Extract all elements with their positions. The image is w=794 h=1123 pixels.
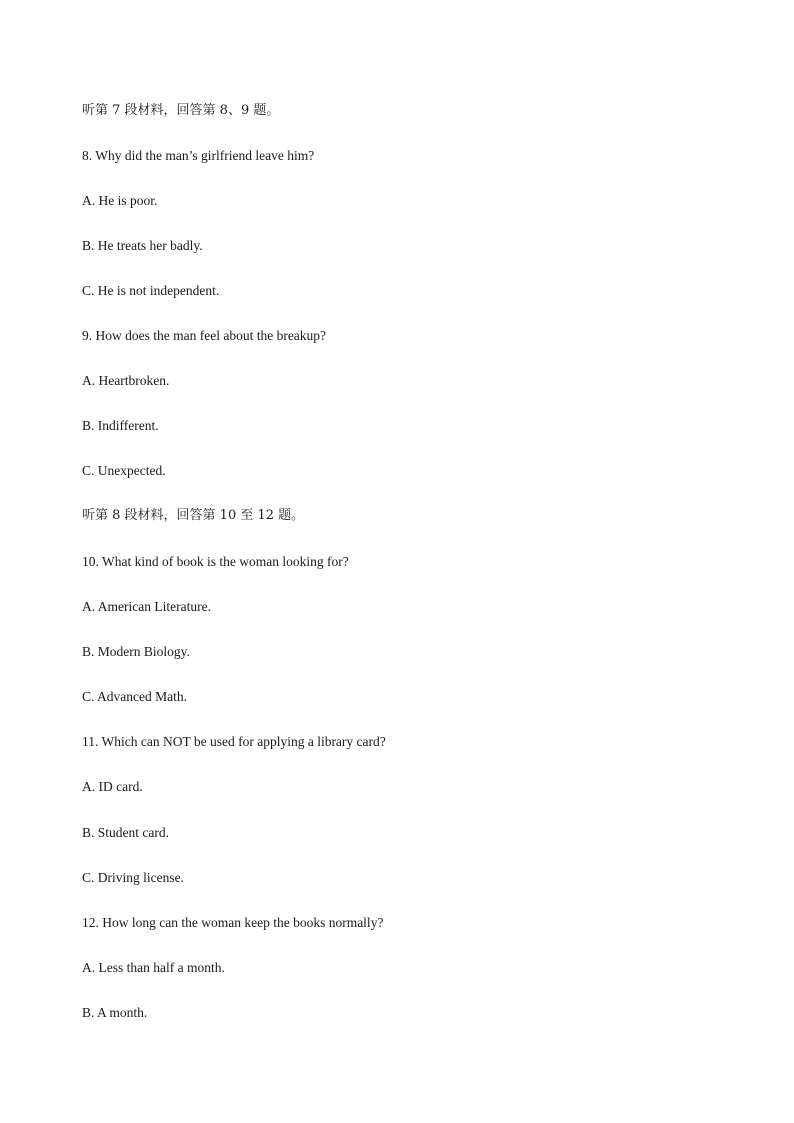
question-9: 9. How does the man feel about the breakup?	[82, 328, 327, 343]
question-12: 12. How long can the woman keep the books normally?	[82, 915, 384, 930]
q9-option-c: C. Unexpected.	[82, 463, 166, 478]
q12-option-b: B. A month.	[82, 1005, 148, 1020]
q11-option-c: C. Driving license.	[82, 870, 184, 885]
q10-option-a: A. American Literature.	[82, 599, 211, 614]
q8-option-a: A. He is poor.	[82, 193, 158, 208]
q8-option-b: B. He treats her badly.	[82, 238, 203, 253]
q10-option-b: B. Modern Biology.	[82, 644, 190, 659]
question-11: 11. Which can NOT be used for applying a library card?	[82, 734, 386, 749]
q12-option-a: A. Less than half a month.	[82, 960, 225, 975]
q8-option-c: C. He is not independent.	[82, 283, 220, 298]
q11-option-a: A. ID card.	[82, 779, 143, 794]
section-heading-7: 听第 7 段材料，回答第 8、9 题。	[82, 103, 280, 118]
q9-option-b: B. Indifferent.	[82, 418, 159, 433]
question-10: 10. What kind of book is the woman looking for?	[82, 554, 349, 569]
q10-option-c: C. Advanced Math.	[82, 689, 187, 704]
section-heading-8: 听第 8 段材料，回答第 10 至 12 题。	[82, 508, 305, 523]
q9-option-a: A. Heartbroken.	[82, 373, 170, 388]
q11-option-b: B. Student card.	[82, 825, 169, 840]
question-8: 8. Why did the man’s girlfriend leave him?	[82, 148, 315, 163]
